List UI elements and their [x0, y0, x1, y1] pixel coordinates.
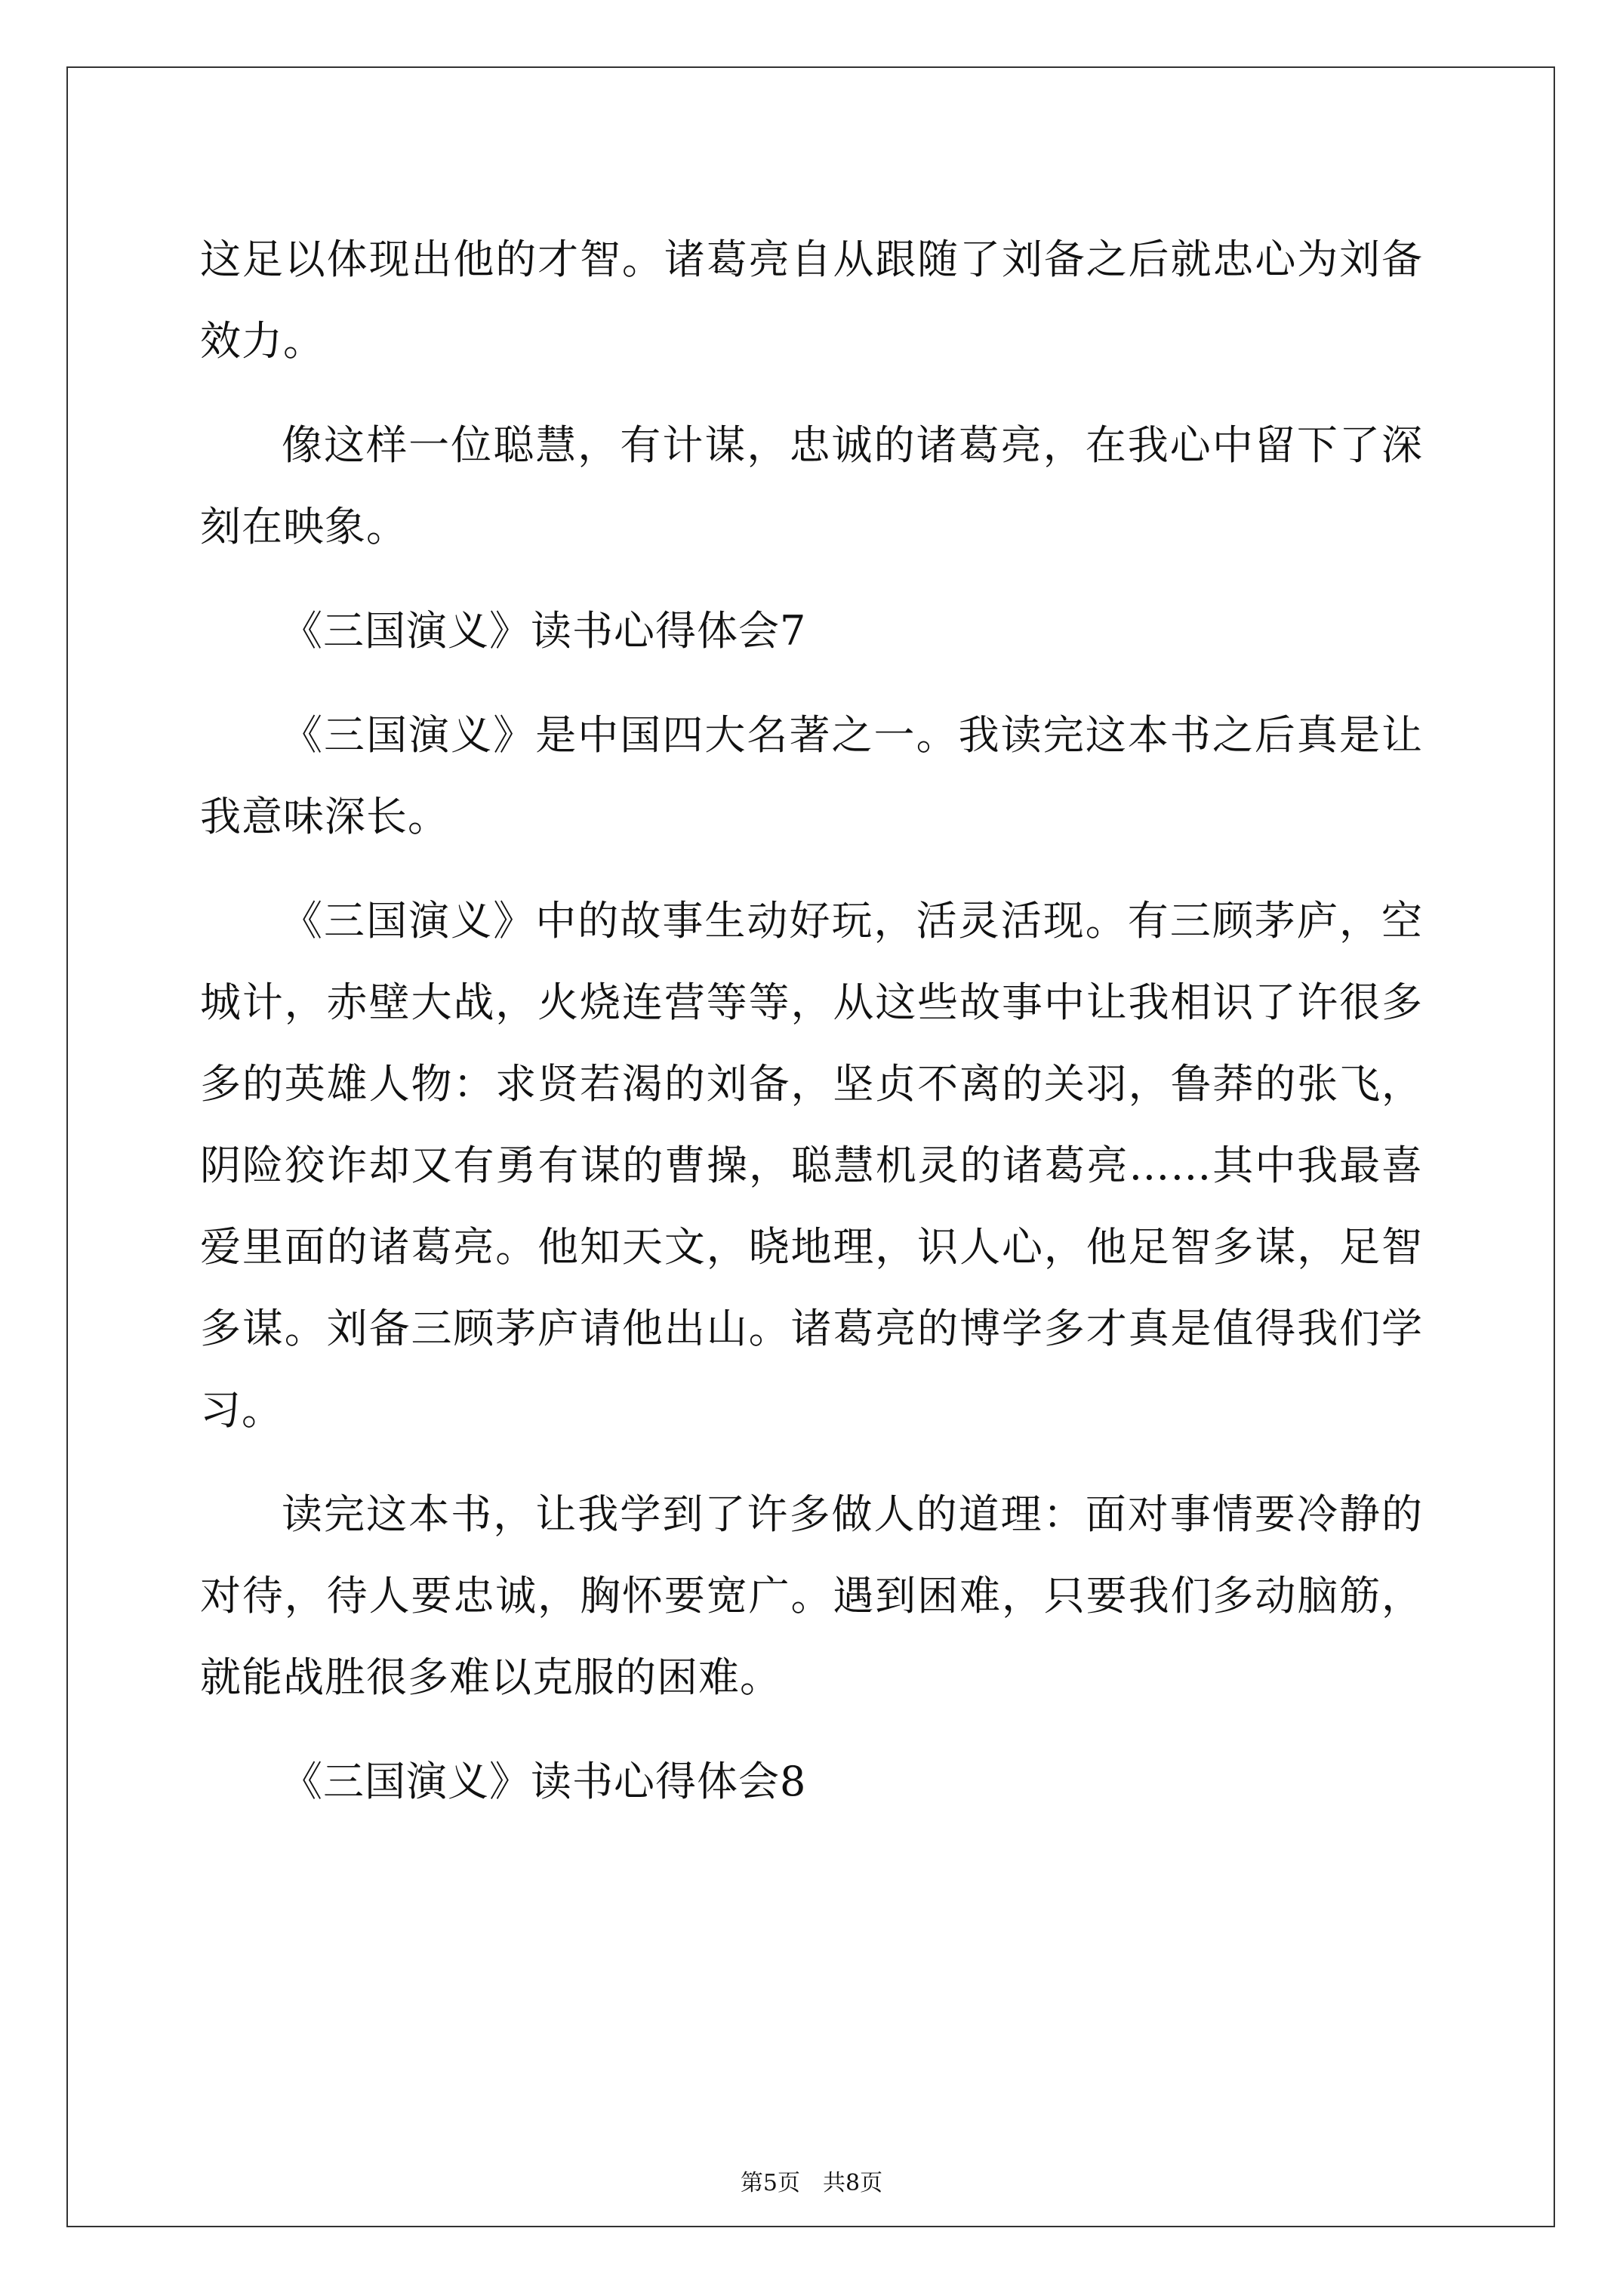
paragraph-2: 像这样一位聪慧，有计谋，忠诚的诸葛亮，在我心中留下了深刻在映象。: [200, 421, 1423, 550]
document-body: [200, 219, 1423, 1845]
section-heading-7: 《三国演义》读书心得体会7: [282, 607, 807, 655]
paragraph-1: 这足以体现出他的才智。诸葛亮自从跟随了刘备之后就忠心为刘备效力。: [200, 236, 1423, 365]
paragraph-5: 读完这本书，让我学到了许多做人的道理：面对事情要冷静的对待，待人要忠诚，胸怀要宽广。遇到困难，只要我们多动脑筋，就能战胜很多难以克服的困难。: [200, 1490, 1423, 1701]
page-number-footer: 第5页 共8页: [740, 2170, 883, 2196]
section-heading-8: 《三国演义》读书心得体会8: [282, 1758, 807, 1805]
paragraph-4: 《三国演义》中的故事生动好玩，活灵活现。有三顾茅庐，空城计，赤壁大战，火烧连营等等，从这些故事中让我相识了许很多多的英雄人物：求贤若渴的刘备，坚贞不离的关羽，鲁莽的张飞，阴险狡诈却又有勇有谋的曹操，聪慧机灵的诸葛亮……其中我最喜爱里面的诸葛亮。他知天文，晓地理，识人心，他足智多谋，足智多谋。刘备三顾茅庐请他出山。诸葛亮的博学多才真是值得我们学习。: [200, 897, 1423, 1434]
paragraph-3: 《三国演义》是中国四大名著之一。我读完这本书之后真是让我意味深长。: [200, 711, 1423, 840]
